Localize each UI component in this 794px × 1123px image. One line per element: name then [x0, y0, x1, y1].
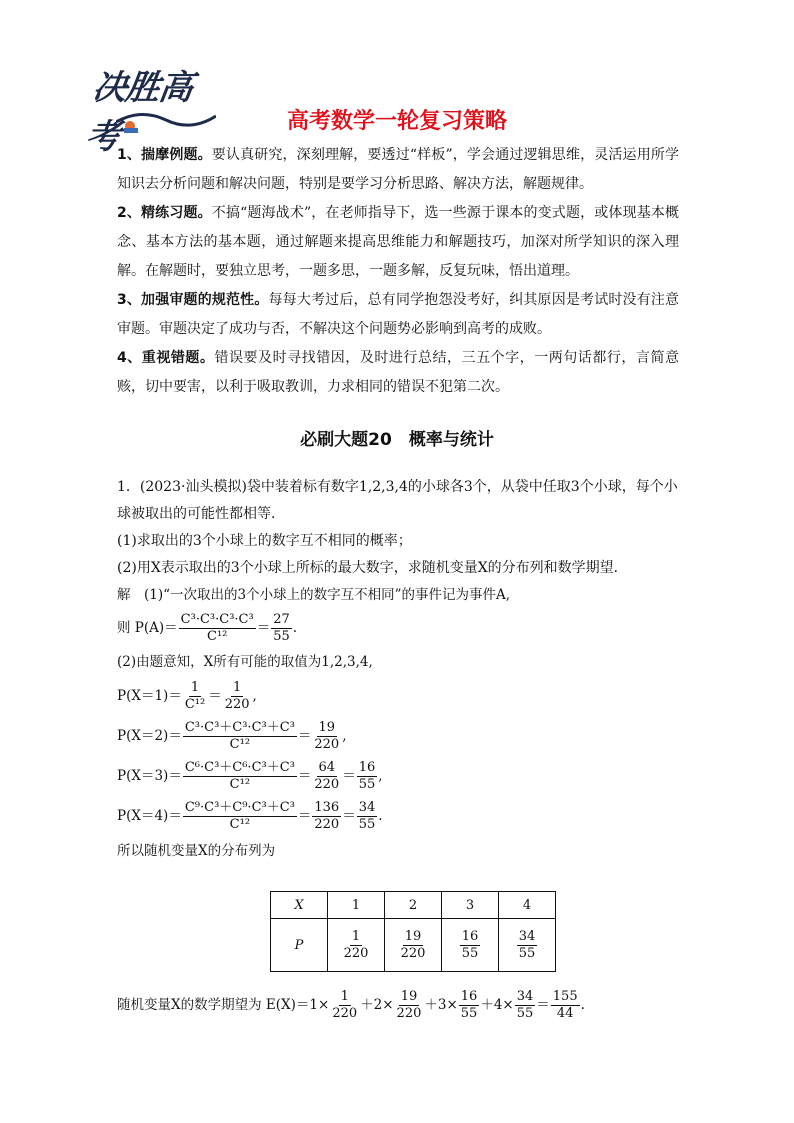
- fraction: [357, 760, 378, 793]
- fraction: [395, 989, 424, 1022]
- problem: [117, 474, 679, 582]
- table-cell: [385, 919, 442, 972]
- logo-text: 决胜高考: [83, 68, 195, 157]
- fraction-numerator: C⁹·C³＋C⁹·C³＋C³: [184, 800, 295, 815]
- equation-lhs: P(X＝1)＝: [117, 688, 182, 704]
- expectation-operator: ＝: [536, 997, 550, 1013]
- fraction-numerator: 19: [404, 928, 422, 944]
- fraction-numerator: 1: [340, 989, 349, 1004]
- tip-title: 3、加强审题的规范性。: [117, 292, 269, 308]
- equation-pa: 则 P(A)＝ $\frac{\text{C³·C³·C³·C³}}{\text{C¹²}}$ ＝ $\frac{27}{55}$ .: [117, 612, 298, 644]
- tip-body: 要认真研究，深刻理解，要透过“样板”，学会通过逻辑思维，灵活运用所学知识去分析问题和解决问题，特别是要学习分析思路、解决方法，解题规律。: [117, 147, 679, 192]
- fraction-denominator: 220: [314, 817, 340, 832]
- section-title: 必刷大题20 概率与统计: [300, 430, 494, 450]
- fraction-numerator: C³·C³＋C³·C³＋C³: [184, 720, 295, 735]
- fraction-denominator: 55: [273, 629, 290, 644]
- fraction: [183, 720, 297, 753]
- tip-title: 1、揣摩例题。: [117, 147, 212, 163]
- tip-title: 2、精练习题。: [117, 205, 212, 221]
- tip-1: [117, 141, 679, 199]
- fraction: [459, 989, 480, 1022]
- expectation-operator: ＋4×: [480, 997, 514, 1013]
- fraction-denominator: C¹²: [207, 629, 228, 644]
- fraction-numerator: 64: [318, 760, 336, 775]
- fraction-numerator: 16: [460, 989, 478, 1004]
- fraction: [551, 989, 580, 1022]
- fraction-denominator: 55: [461, 945, 479, 961]
- fraction: [179, 612, 256, 645]
- equation-tail: .: [378, 808, 383, 824]
- fraction-numerator: 16: [358, 760, 376, 775]
- fraction-denominator: C¹²: [229, 817, 251, 832]
- fraction: [517, 929, 538, 962]
- table-cell: 2: [385, 892, 442, 919]
- tip-title: 4、重视错题。: [117, 350, 215, 366]
- equation-lhs: P(X＝4)＝: [117, 808, 182, 824]
- fraction: [312, 720, 341, 753]
- fraction-denominator: 220: [332, 1006, 358, 1021]
- fraction-numerator: 1: [190, 680, 200, 695]
- expectation-equation: [117, 985, 585, 1025]
- fraction-denominator: C¹²: [229, 737, 251, 752]
- fraction-denominator: 55: [516, 1006, 534, 1021]
- equation-lhs: P(X＝2)＝: [117, 728, 182, 744]
- equation-px4: P(X＝4)＝ $\frac{\text{C⁹·C³＋C⁹·C³＋C³}}{\text{C¹²}}$ ＝ $\frac{136}{220}$ ＝ $\frac{34}{55}$ .: [117, 800, 383, 832]
- fraction-numerator: 19: [400, 989, 418, 1004]
- fraction-denominator: 55: [518, 945, 536, 961]
- distribution-table: [270, 891, 556, 972]
- fraction: [271, 612, 292, 645]
- fraction-numerator: 136: [314, 800, 340, 815]
- fraction: [460, 929, 481, 962]
- fraction-numerator: 34: [358, 800, 376, 815]
- equation-px1: P(X＝1)＝ $\frac{1}{\text{C¹²}}$ ＝ $\frac{1}{220}$ ,: [117, 680, 257, 712]
- fraction-numerator: C³·C³·C³·C³: [180, 612, 254, 627]
- expectation-operator: ＋3×: [424, 997, 458, 1013]
- tip-body: 错误要及时寻找错因，及时进行总结，三五个字，一两句话都行，言简意赅，切中要害，以利于吸取教训，力求相同的错误不犯第二次。: [117, 350, 680, 395]
- fraction-numerator: 34: [516, 989, 534, 1004]
- tips-section: [117, 141, 679, 402]
- expectation-lhs: 随机变量X的数学期望为 E(X)＝1×: [117, 997, 330, 1013]
- fraction-denominator: 44: [556, 1006, 574, 1021]
- solution-part2-intro: (2)由题意知，X所有可能的取值为1,2,3,4,: [117, 654, 373, 670]
- expectation-operator: ＋2×: [360, 997, 394, 1013]
- fraction-denominator: C¹²: [184, 697, 206, 712]
- fraction-denominator: 55: [358, 777, 376, 792]
- fraction-denominator: C¹²: [229, 777, 251, 792]
- tip-body: 不搞“题海战术”，在老师指导下，选一些源于课本的变式题，或体现基本概念、基本方法的基本题，通过解题来提高思维能力和解题技巧，加深对所学知识的深入理解。在解题时，要独立思考，一题多思，一题多解，反复玩味，悟出道理。: [117, 205, 679, 279]
- fraction-numerator: 19: [318, 720, 336, 735]
- table-header-x: X: [271, 892, 328, 919]
- tip-body: 每每大考过后，总有同学抱怨没考好，纠其原因是考试时没有注意审题。审题决定了成功与否，不解决这个问题势必影响到高考的成败。: [117, 292, 680, 337]
- tip-2: [117, 199, 679, 286]
- table-cell: 4: [499, 892, 556, 919]
- fraction-denominator: 220: [224, 697, 250, 712]
- solution-part1-intro: 解 (1)“一次取出的3个小球上的数字互不相同”的事件记为事件A,: [117, 587, 511, 603]
- equation-lhs: 则 P(A)＝: [117, 620, 178, 636]
- fraction-denominator: 55: [460, 1006, 478, 1021]
- table-cell: 3: [442, 892, 499, 919]
- fraction-numerator: 155: [552, 989, 578, 1004]
- equation-px3: P(X＝3)＝ $\frac{\text{C⁶·C³＋C⁶·C³＋C³}}{\text{C¹²}}$ ＝ $\frac{64}{220}$ ＝ $\frac{16}{55}$ ,: [117, 760, 383, 792]
- fraction: [183, 760, 297, 793]
- table-row: [271, 892, 556, 919]
- equation-tail: ,: [252, 688, 257, 704]
- fraction: [342, 929, 371, 962]
- table-cell: 1: [328, 892, 385, 919]
- table-cell: [442, 919, 499, 972]
- table-cell: [328, 919, 385, 972]
- solution: [117, 582, 679, 866]
- problem-q2: (2)用X表示取出的3个小球上所标的最大数字，求随机变量X的分布列和数学期望．: [117, 560, 628, 576]
- fraction: [357, 800, 378, 833]
- equation-px2: P(X＝2)＝ $\frac{\text{C³·C³＋C³·C³＋C³}}{\text{C¹²}}$ ＝ $\frac{19}{220}$ ,: [117, 720, 347, 752]
- fraction-numerator: 1: [351, 928, 361, 944]
- fraction-denominator: 55: [358, 817, 376, 832]
- distribution-intro: 所以随机变量X的分布列为: [117, 843, 276, 859]
- table-cell: [499, 919, 556, 972]
- tip-4: [117, 344, 679, 402]
- fraction-denominator: 220: [314, 737, 340, 752]
- fraction: [183, 800, 297, 833]
- fraction-denominator: 220: [314, 777, 340, 792]
- fraction-denominator: 220: [343, 945, 369, 961]
- problem-q1: (1)求取出的3个小球上的数字互不相同的概率；: [117, 533, 412, 549]
- fraction-numerator: C⁶·C³＋C⁶·C³＋C³: [184, 760, 295, 775]
- fraction-numerator: 16: [461, 928, 479, 944]
- equation-tail: ,: [342, 728, 347, 744]
- fraction: [223, 680, 252, 713]
- fraction: [312, 760, 341, 793]
- fraction-numerator: 1: [232, 680, 242, 695]
- fraction: [330, 989, 359, 1022]
- fraction: [399, 929, 428, 962]
- tip-3: [117, 286, 679, 344]
- fraction: [183, 680, 207, 713]
- table-row: [271, 919, 556, 972]
- problem-stem: 1．(2023·汕头模拟)袋中装着标有数字1,2,3,4的小球各3个，从袋中任取3个小球，每个小球被取出的可能性都相等．: [117, 479, 678, 522]
- fraction: [312, 800, 341, 833]
- fraction-denominator: 220: [396, 1006, 422, 1021]
- fraction-numerator: 27: [273, 612, 290, 627]
- table-header-p: P: [271, 919, 328, 972]
- fraction-numerator: 34: [518, 928, 536, 944]
- equation-lhs: P(X＝3)＝: [117, 768, 182, 784]
- expectation-tail: .: [580, 997, 585, 1013]
- page-title: 高考数学一轮复习策略: [286, 109, 507, 134]
- equation-tail: ,: [378, 768, 383, 784]
- fraction-denominator: 220: [400, 945, 426, 961]
- fraction: [515, 989, 536, 1022]
